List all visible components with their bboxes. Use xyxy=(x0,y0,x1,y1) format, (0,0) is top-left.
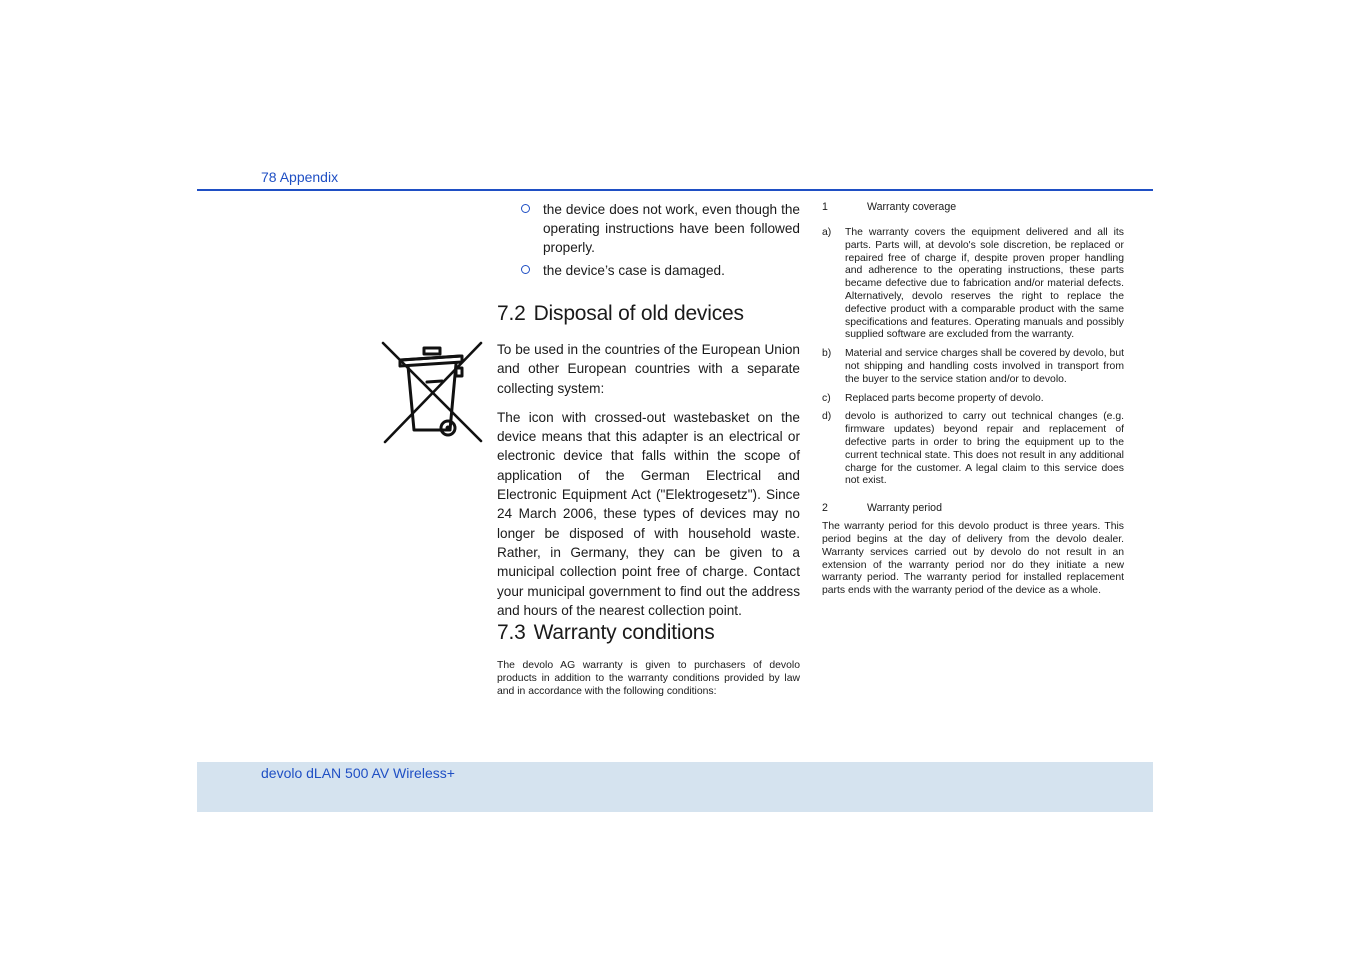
item-label: c) xyxy=(822,392,831,404)
warranty-intro xyxy=(497,660,800,698)
list-item xyxy=(822,411,1124,488)
subsection-number: 2 xyxy=(822,502,828,515)
item-label: a) xyxy=(822,227,832,238)
section-heading-disposal xyxy=(497,302,744,326)
warranty-intro-text: The devolo AG warranty is given to purchasers of devolo products in addition to the warranty conditions provided by law and in accordance with the following conditions: xyxy=(497,660,800,697)
footer-product-label: devolo dLAN 500 AV Wireless+ xyxy=(261,765,455,781)
section-title: Disposal of old devices xyxy=(533,302,744,325)
disposal-paragraph: The icon with crossed-out wastebasket on the device means that this adapter is an electrical or electronic device that falls within the scope of application of the German Electrical and Electronic Equipment Act ("Elektrogesetz"). Since 24 March 2006, these types of devices may no longer be disposed of with household waste. Rather, in Germany, they can be given to a municipal collection point free of charge. Contact your municipal government to find out the address and hours of the nearest collection point. xyxy=(497,409,800,618)
subsection-heading-coverage xyxy=(822,201,1124,213)
bullet-text: the device does not work, even though the operating instructions have been followed properly. xyxy=(543,202,800,255)
list-item xyxy=(518,200,800,257)
warranty-period-text: The warranty period for this devolo product is three years. This period begins at the day of delivery from the devolo dealer. Warranty services carried out by devolo do not result in an extension of the warranty period nor do they initiate a new warranty period. The warranty period for installed replacement parts ends with the warranty period of the device as a whole. xyxy=(822,521,1124,597)
ring-bullet-icon xyxy=(521,265,530,274)
condition-bullet-list xyxy=(518,200,800,284)
warranty-coverage-column xyxy=(822,201,1124,598)
header-rule xyxy=(197,189,1153,191)
subsection-title: Warranty coverage xyxy=(867,201,957,213)
list-item xyxy=(822,227,1124,342)
section-number: 7.3 xyxy=(497,621,526,644)
ring-bullet-icon xyxy=(521,204,530,213)
item-label: b) xyxy=(822,348,832,360)
section-heading-warranty xyxy=(497,621,715,645)
page-header-label: 78 Appendix xyxy=(261,169,339,185)
disposal-paragraph: To be used in the countries of the European Union and other European countries with a separate collecting system: xyxy=(497,342,800,396)
subsection-number: 1 xyxy=(822,201,828,213)
item-text: Material and service charges shall be covered by devolo, but not shipping and handling costs involved in transport from the buyer to the service station and/or to devolo. xyxy=(845,348,1124,385)
item-label: d) xyxy=(822,411,832,423)
list-item xyxy=(518,261,800,280)
list-item xyxy=(822,393,1124,406)
item-text: Replaced parts become property of devolo. xyxy=(845,392,1044,404)
section-title: Warranty conditions xyxy=(533,621,715,644)
disposal-body xyxy=(497,340,800,630)
bullet-text: the device’s case is damaged. xyxy=(543,263,725,278)
subsection-heading-period xyxy=(822,502,1124,514)
item-text: The warranty covers the equipment delivered and all its parts. Parts will, at devolo's sole discretion, be replaced or repaired free of charge if, despite proven proper handling and adherence to the operating instructions, these parts became defective due to fabrication and/or material defects. Alternatively, devolo reserves the right to replace the defective product with a comparable product with the same specifications and features. Operating manuals and possibly supplied software are excluded from the warranty. xyxy=(845,227,1124,341)
item-text: devolo is authorized to carry out technical changes (e.g. firmware updates) beyond repair and replacement of defective parts in order to bring the equipment up to the current technical state. This does not result in any additional charge for the customer. A legal claim to this service does not exist. xyxy=(845,411,1124,487)
crossed-out-wheelie-bin-icon xyxy=(380,340,484,444)
list-item xyxy=(822,348,1124,386)
subsection-title: Warranty period xyxy=(867,502,942,515)
section-number: 7.2 xyxy=(497,302,526,325)
